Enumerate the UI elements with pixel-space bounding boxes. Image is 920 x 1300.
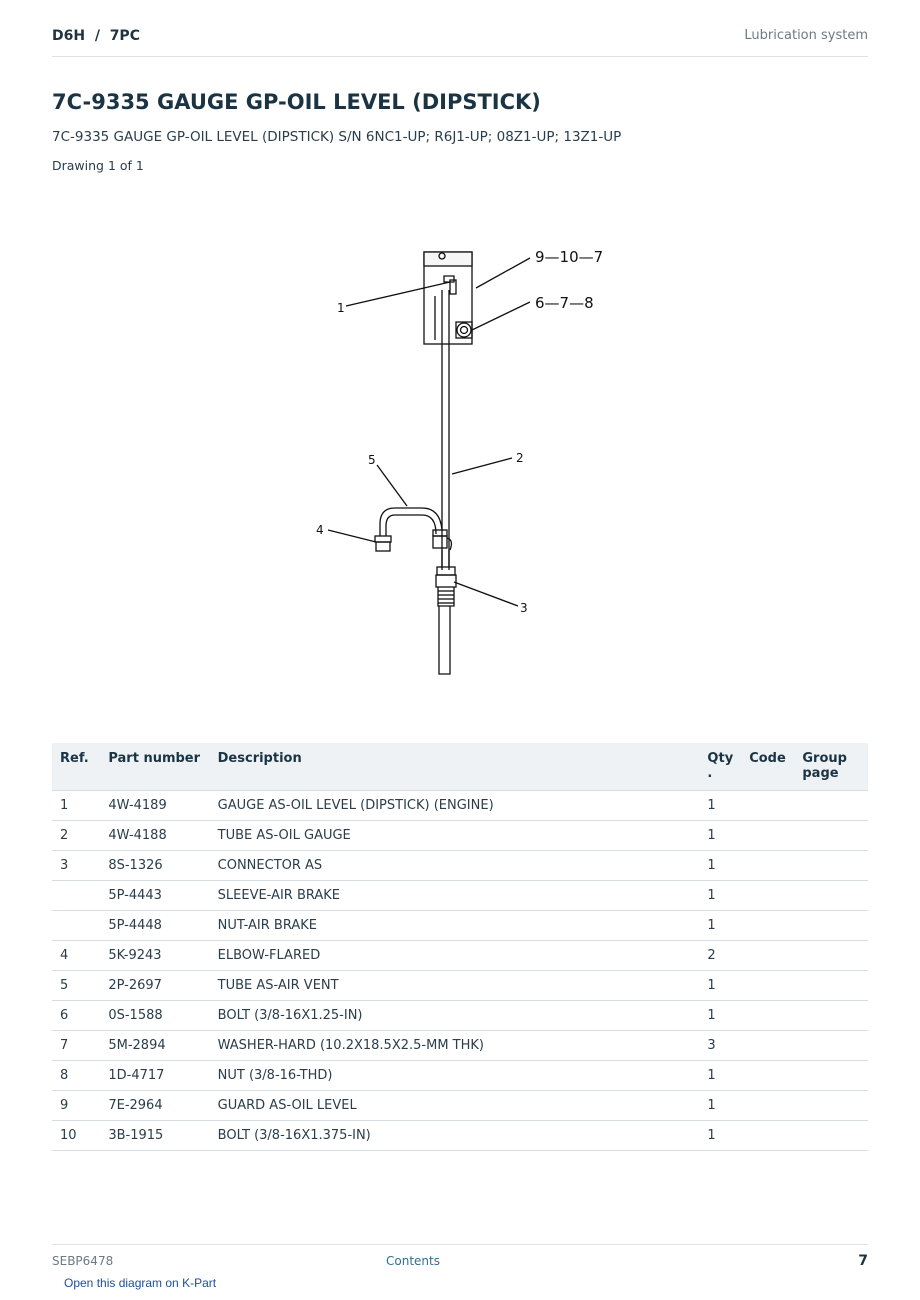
lower-tube — [439, 606, 450, 674]
col-part-number: Part number — [100, 743, 209, 791]
leader-6-7-8 — [472, 302, 530, 330]
cell-group-page — [794, 1001, 868, 1031]
page-footer — [52, 1244, 868, 1275]
cell-group-page — [794, 821, 868, 851]
callout-4: 4 — [316, 523, 324, 537]
parts-diagram — [52, 190, 868, 710]
cell-part-number: 4W-4189 — [100, 791, 209, 821]
cell-description: ELBOW-FLARED — [210, 941, 700, 971]
cell-ref: 5 — [52, 971, 100, 1001]
cell-group-page — [794, 881, 868, 911]
connector-nut — [437, 567, 455, 575]
bolt-washer — [461, 327, 468, 334]
cell-ref: 7 — [52, 1031, 100, 1061]
cell-ref: 10 — [52, 1121, 100, 1151]
cell-qty: 1 — [699, 971, 741, 1001]
col-description: Description — [210, 743, 700, 791]
connector-threads — [438, 591, 454, 603]
cell-description: NUT-AIR BRAKE — [210, 911, 700, 941]
cell-part-number: 5K-9243 — [100, 941, 209, 971]
section-name: Lubrication system — [744, 28, 868, 43]
cell-part-number: 5P-4443 — [100, 881, 209, 911]
cell-group-page — [794, 1031, 868, 1061]
cell-part-number: 2P-2697 — [100, 971, 209, 1001]
cell-code — [741, 971, 794, 1001]
table-row — [52, 821, 868, 851]
callout-9-10-7: 9—10—7 — [535, 248, 604, 266]
cell-code — [741, 911, 794, 941]
cell-group-page — [794, 1121, 868, 1151]
cell-group-page — [794, 971, 868, 1001]
cell-qty: 1 — [699, 1121, 741, 1151]
page-title: 7C-9335 GAUGE GP-OIL LEVEL (DIPSTICK) — [52, 90, 541, 114]
page-number: 7 — [858, 1253, 868, 1269]
parts-table — [52, 743, 868, 1151]
leader-2 — [452, 458, 512, 474]
cell-description: CONNECTOR AS — [210, 851, 700, 881]
cell-qty: 1 — [699, 1061, 741, 1091]
cell-code — [741, 1031, 794, 1061]
cell-ref: 2 — [52, 821, 100, 851]
table-row — [52, 1121, 868, 1151]
cell-group-page — [794, 791, 868, 821]
cell-qty: 1 — [699, 791, 741, 821]
table-row — [52, 1091, 868, 1121]
dipstick-drawing — [52, 190, 868, 710]
table-row — [52, 941, 868, 971]
cell-qty: 2 — [699, 941, 741, 971]
cell-ref: 4 — [52, 941, 100, 971]
cell-part-number: 8S-1326 — [100, 851, 209, 881]
elbow-right-nut — [433, 530, 447, 536]
leader-4 — [328, 530, 376, 542]
cell-ref — [52, 911, 100, 941]
callout-5: 5 — [368, 453, 376, 467]
cell-code — [741, 941, 794, 971]
cell-part-number: 4W-4188 — [100, 821, 209, 851]
cell-ref: 9 — [52, 1091, 100, 1121]
vent-tube-inner — [386, 515, 436, 536]
cell-qty: 1 — [699, 911, 741, 941]
cell-code — [741, 1001, 794, 1031]
cell-code — [741, 1061, 794, 1091]
kpart-diagram-link[interactable]: Open this diagram on K-Part — [64, 1276, 217, 1290]
cell-ref: 3 — [52, 851, 100, 881]
leader-5 — [377, 465, 407, 506]
cell-code — [741, 791, 794, 821]
dipstick-handle — [444, 276, 454, 282]
callout-2: 2 — [516, 451, 524, 465]
bolt-plate — [456, 322, 472, 338]
machine-models: D6H / 7PC — [52, 28, 140, 44]
cell-group-page — [794, 911, 868, 941]
cell-code — [741, 821, 794, 851]
table-row — [52, 1061, 868, 1091]
cell-code — [741, 851, 794, 881]
cell-group-page — [794, 1061, 868, 1091]
elbow-right-body — [433, 536, 447, 548]
cell-qty: 1 — [699, 881, 741, 911]
cell-qty: 3 — [699, 1031, 741, 1061]
cell-description: SLEEVE-AIR BRAKE — [210, 881, 700, 911]
cell-part-number: 7E-2964 — [100, 1091, 209, 1121]
cell-part-number: 1D-4717 — [100, 1061, 209, 1091]
bolt-head — [457, 323, 471, 337]
leader-9-10-7 — [476, 258, 530, 288]
cell-description: TUBE AS-OIL GAUGE — [210, 821, 700, 851]
cell-group-page — [794, 851, 868, 881]
callout-3: 3 — [520, 601, 528, 615]
table-row — [52, 971, 868, 1001]
cell-description: NUT (3/8-16-THD) — [210, 1061, 700, 1091]
table-row — [52, 1001, 868, 1031]
cell-code — [741, 1121, 794, 1151]
cell-qty: 1 — [699, 1001, 741, 1031]
cell-part-number: 5P-4448 — [100, 911, 209, 941]
col-group-page: Group page — [794, 743, 868, 791]
cell-part-number: 0S-1588 — [100, 1001, 209, 1031]
cell-description: WASHER-HARD (10.2X18.5X2.5-MM THK) — [210, 1031, 700, 1061]
cell-description: GUARD AS-OIL LEVEL — [210, 1091, 700, 1121]
col-ref: Ref. — [52, 743, 100, 791]
cell-ref — [52, 881, 100, 911]
cell-description: BOLT (3/8-16X1.375-IN) — [210, 1121, 700, 1151]
elbow-left-body — [376, 542, 390, 551]
connector-hex — [436, 575, 456, 587]
callout-1: 1 — [337, 301, 345, 315]
drawing-count: Drawing 1 of 1 — [52, 158, 144, 173]
page-header — [52, 28, 868, 57]
cell-qty: 1 — [699, 1091, 741, 1121]
cell-qty: 1 — [699, 851, 741, 881]
guard-bracket-top — [424, 252, 472, 266]
cell-description: TUBE AS-AIR VENT — [210, 971, 700, 1001]
col-qty: Qty . — [699, 743, 741, 791]
table-row — [52, 911, 868, 941]
elbow-left-nut — [375, 536, 391, 542]
table-row — [52, 851, 868, 881]
table-row — [52, 791, 868, 821]
cell-group-page — [794, 941, 868, 971]
document-id: SEBP6478 — [52, 1254, 114, 1268]
cell-code — [741, 1091, 794, 1121]
table-row — [52, 1031, 868, 1061]
cell-ref: 1 — [52, 791, 100, 821]
cell-ref: 6 — [52, 1001, 100, 1031]
table-row — [52, 881, 868, 911]
callout-6-7-8: 6—7—8 — [535, 294, 594, 312]
parts-table-header — [52, 743, 868, 791]
cell-ref: 8 — [52, 1061, 100, 1091]
cell-description: GAUGE AS-OIL LEVEL (DIPSTICK) (ENGINE) — [210, 791, 700, 821]
cell-part-number: 5M-2894 — [100, 1031, 209, 1061]
cell-qty: 1 — [699, 821, 741, 851]
cell-group-page — [794, 1091, 868, 1121]
contents-link[interactable]: Contents — [386, 1254, 440, 1268]
cell-description: BOLT (3/8-16X1.25-IN) — [210, 1001, 700, 1031]
page-subtitle: 7C-9335 GAUGE GP-OIL LEVEL (DIPSTICK) S/N 6NC1-UP; R6J1-UP; 08Z1-UP; 13Z1-UP — [52, 129, 622, 145]
col-code: Code — [741, 743, 794, 791]
cell-part-number: 3B-1915 — [100, 1121, 209, 1151]
cell-code — [741, 881, 794, 911]
leader-3 — [454, 582, 518, 606]
